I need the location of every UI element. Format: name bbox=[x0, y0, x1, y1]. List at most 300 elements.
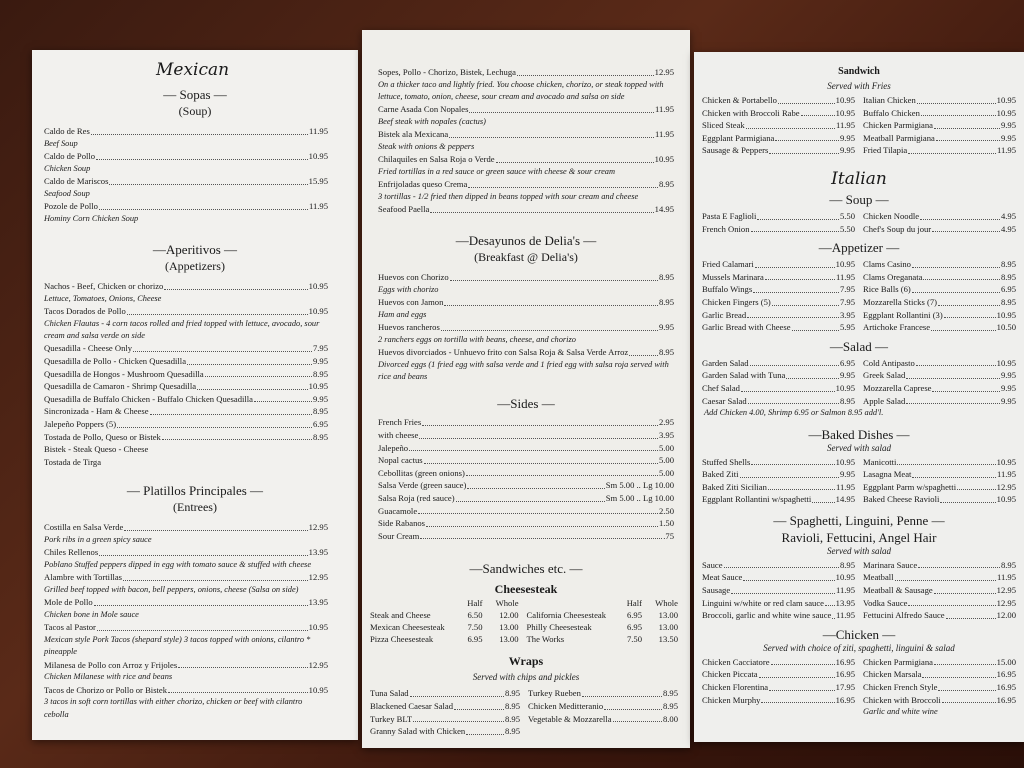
menu-item-description: Fried tortillas in a red sauce or green sauce with cheese & sour cream bbox=[378, 167, 616, 176]
heading-baked: —Baked Dishes — bbox=[808, 426, 910, 442]
menu-item-price: 10.95 bbox=[835, 107, 855, 118]
dot-leader bbox=[940, 493, 995, 503]
menu-item-name: Chicken Fingers (5) bbox=[702, 296, 771, 307]
menu-item-name: Guacamole bbox=[378, 505, 418, 516]
menu-item-name: Garlic Bread with Cheese bbox=[702, 322, 791, 333]
menu-item-description: Ham and eggs bbox=[378, 309, 427, 319]
menu-item-name: Chef's Soup du jour bbox=[863, 223, 932, 234]
menu-item bbox=[863, 382, 1016, 395]
dot-leader bbox=[938, 681, 995, 691]
menu-item bbox=[44, 546, 328, 559]
menu-item bbox=[702, 296, 855, 309]
dot-leader bbox=[832, 609, 835, 619]
menu-item-name: Pozole de Pollo bbox=[44, 201, 98, 211]
dot-leader bbox=[771, 656, 835, 666]
menu-item-name: Baked Cheese Ravioli bbox=[863, 494, 940, 505]
dot-leader bbox=[467, 479, 604, 489]
dot-leader bbox=[934, 656, 996, 666]
menu-item-price: 11.95 bbox=[308, 126, 328, 136]
cheesesteak-name: Pizza Cheesesteak bbox=[370, 634, 434, 645]
menu-item bbox=[378, 429, 674, 442]
menu-item-name: Milanesa de Pollo con Arroz y Frijoles bbox=[44, 659, 178, 670]
dot-leader bbox=[441, 321, 658, 331]
menu-item-price: 10.95 bbox=[308, 281, 328, 291]
menu-item bbox=[863, 144, 1016, 157]
salad-left bbox=[702, 357, 855, 407]
dot-leader bbox=[769, 144, 839, 154]
dot-leader bbox=[456, 492, 605, 502]
menu-item-price: 8.95 bbox=[658, 272, 674, 282]
menu-item-name: Garden Salad bbox=[702, 357, 749, 368]
menu-item-name: Side Rabanos bbox=[378, 518, 426, 529]
menu-item bbox=[378, 530, 674, 543]
menu-item-name: Cold Antipasto bbox=[863, 357, 915, 368]
menu-item-name: Lasagna Meat bbox=[863, 469, 912, 480]
menu-item bbox=[702, 456, 855, 469]
menu-item-name: Pasta E Faglioli bbox=[702, 210, 757, 221]
menu-item bbox=[863, 296, 1016, 309]
menu-item bbox=[863, 609, 1016, 622]
menu-item-name: Caldo de Mariscos bbox=[44, 176, 109, 186]
menu-item bbox=[702, 283, 855, 296]
menu-item-description: Mexican style Pork Tacos (shepard style) 3 tacos topped with onions, cilantro * pineapple bbox=[44, 634, 311, 657]
dot-leader bbox=[757, 210, 839, 220]
menu-item bbox=[702, 321, 855, 334]
menu-item bbox=[44, 368, 328, 381]
dot-leader bbox=[957, 481, 996, 491]
baked-left bbox=[702, 456, 855, 506]
baked-table bbox=[694, 454, 1024, 506]
menu-item-price: 9.95 bbox=[839, 370, 855, 381]
menu-item-price: 15.00 bbox=[996, 656, 1016, 667]
menu-item-name: Manicotti bbox=[863, 456, 897, 467]
menu-item-name: Chicken & Portabello bbox=[702, 95, 777, 105]
dot-leader bbox=[946, 609, 996, 619]
dot-leader bbox=[466, 467, 658, 477]
menu-item-price: 12.95 bbox=[308, 659, 328, 670]
menu-item bbox=[378, 346, 674, 359]
menu-item-price: 16.95 bbox=[835, 656, 855, 667]
menu-item-name: Greek Salad bbox=[863, 370, 906, 381]
menu-item-name: Chicken Noodle bbox=[863, 210, 920, 221]
soup-left bbox=[702, 210, 855, 235]
menu-item bbox=[378, 128, 674, 141]
menu-item-price: 12.95 bbox=[308, 572, 328, 583]
menu-item-name: Mussels Marinara bbox=[702, 271, 764, 282]
menu-item-name: Carne Asada Con Nopales bbox=[378, 104, 469, 115]
dot-leader bbox=[99, 546, 307, 556]
dot-leader bbox=[753, 283, 839, 293]
menu-item-price: 7.95 bbox=[839, 284, 855, 295]
menu-item-price: 10.95 bbox=[835, 572, 855, 583]
menu-item-price: 11.95 bbox=[308, 201, 328, 211]
menu-item-price: 8.95 bbox=[504, 713, 520, 724]
subheading-soup: (Soup) bbox=[178, 104, 212, 118]
menu-item-name: Chicken Parmigiana bbox=[863, 656, 933, 667]
menu-item-name: Tostada de Tirga bbox=[44, 456, 102, 467]
dot-leader bbox=[769, 681, 835, 691]
menu-item-name: Buffalo Wings bbox=[702, 284, 753, 295]
dot-leader bbox=[419, 429, 658, 439]
dot-leader bbox=[731, 584, 835, 594]
dot-leader bbox=[468, 178, 658, 188]
wraps-right bbox=[528, 687, 678, 737]
dot-leader bbox=[430, 203, 653, 213]
dot-leader bbox=[748, 395, 839, 405]
menu-item-price: 10.95 bbox=[308, 381, 328, 392]
menu-item-name: Turkey Rueben bbox=[528, 688, 581, 699]
heading-platillos: — Platillos Principales — bbox=[126, 483, 264, 499]
dot-leader bbox=[469, 103, 654, 113]
dot-leader bbox=[944, 309, 996, 319]
menu-item-price: Sm 5.00 .. Lg 10.00 bbox=[605, 480, 674, 491]
menu-item-name: Huevos rancheros bbox=[378, 322, 440, 332]
menu-item-price: 10.95 bbox=[308, 622, 328, 633]
menu-item-price: 8.95 bbox=[658, 347, 674, 357]
heading-pasta-2: Ravioli, Fettucini, Angel Hair bbox=[781, 529, 937, 545]
menu-item bbox=[44, 431, 328, 444]
pasta-note: Served with salad bbox=[827, 545, 891, 556]
list-sides bbox=[362, 412, 690, 542]
menu-item bbox=[44, 175, 328, 188]
menu-item-name: Tacos Dorados de Pollo bbox=[44, 306, 126, 316]
heading-soup: — Soup — bbox=[829, 191, 889, 207]
cheesesteak-item bbox=[370, 609, 519, 621]
menu-item-price: 8.95 bbox=[504, 726, 520, 737]
menu-item bbox=[863, 119, 1016, 132]
menu-item-price: 9.95 bbox=[658, 322, 674, 332]
cheesesteak-name: Steak and Cheese bbox=[370, 610, 431, 621]
menu-item bbox=[702, 609, 855, 622]
menu-item bbox=[863, 468, 1016, 481]
menu-item bbox=[863, 571, 1016, 584]
menu-item-name: Garden Salad with Tuna bbox=[702, 370, 786, 381]
list-platillos bbox=[32, 521, 358, 721]
menu-item-name: Bistek - Steak Queso - Cheese bbox=[44, 444, 149, 455]
cheesesteak-name: Mexican Cheesesteak bbox=[370, 622, 445, 633]
menu-item bbox=[702, 223, 855, 236]
dot-leader bbox=[413, 713, 504, 723]
menu-item bbox=[863, 597, 1016, 610]
menu-item bbox=[863, 132, 1016, 145]
menu-item-price: 11.95 bbox=[996, 469, 1016, 480]
menu-item bbox=[702, 584, 855, 597]
heading-chicken: —Chicken — bbox=[822, 626, 896, 642]
menu-item bbox=[528, 700, 678, 713]
menu-item-description: Pork ribs in a green spicy sauce bbox=[44, 534, 152, 544]
list-mexican-continued bbox=[362, 30, 690, 216]
heading-appetizer: —Appetizer — bbox=[818, 240, 900, 256]
dot-leader bbox=[792, 321, 839, 331]
menu-item-price: 5.00 bbox=[658, 442, 674, 453]
menu-item-price: 9.95 bbox=[1000, 382, 1016, 393]
dot-leader bbox=[908, 597, 995, 607]
menu-item-name: Fettucini Alfredo Sauce bbox=[863, 610, 945, 621]
dot-leader bbox=[449, 128, 654, 138]
menu-item-name: Caldo de Res bbox=[44, 126, 90, 136]
menu-item bbox=[44, 596, 328, 609]
menu-item-name: Chicken French Style bbox=[863, 682, 938, 693]
menu-item bbox=[702, 668, 855, 681]
menu-item-name: French Onion bbox=[702, 223, 750, 234]
menu-item-name: Rice Balls (6) bbox=[863, 284, 911, 295]
menu-item-price: 5.00 bbox=[658, 455, 674, 466]
menu-item-name: Quesadilla de Hongos - Mushroom Quesadilla bbox=[44, 368, 204, 379]
dot-leader bbox=[932, 382, 999, 392]
menu-item bbox=[378, 296, 674, 309]
menu-item-price: 3.95 bbox=[658, 430, 674, 440]
wraps-left bbox=[370, 687, 520, 737]
menu-item bbox=[44, 621, 328, 634]
menu-item-price: 8.95 bbox=[839, 559, 855, 570]
menu-item bbox=[44, 571, 328, 584]
menu-item-price: 10.95 bbox=[308, 151, 328, 161]
menu-item bbox=[378, 103, 674, 116]
dot-leader bbox=[94, 596, 308, 606]
menu-item bbox=[370, 725, 520, 738]
cheesesteak-whole: 13.00 bbox=[658, 610, 678, 621]
dot-leader bbox=[724, 559, 839, 569]
menu-item bbox=[863, 309, 1016, 322]
menu-item-name: Jalepeño Poppers (5) bbox=[44, 418, 117, 429]
menu-item-name: Quesadilla de Buffalo Chicken - Buffalo Chicken Quesadilla bbox=[44, 393, 253, 404]
chicken-table bbox=[694, 654, 1024, 719]
menu-item-price: 11.95 bbox=[996, 572, 1016, 583]
menu-item-price: 10.95 bbox=[996, 309, 1016, 320]
cheesesteak-item bbox=[527, 609, 678, 621]
menu-panel-left bbox=[32, 50, 358, 740]
menu-item-price: 8.00 bbox=[662, 713, 678, 724]
menu-item bbox=[702, 309, 855, 322]
menu-item-description: 2 ranchers eggs on tortilla with beans, cheese, and chorizo bbox=[378, 334, 576, 344]
menu-item-price: 8.95 bbox=[1000, 559, 1016, 570]
menu-item-price: 9.95 bbox=[839, 469, 855, 480]
menu-item bbox=[378, 178, 674, 191]
menu-item-name: Garlic Bread bbox=[702, 309, 747, 320]
menu-item bbox=[44, 355, 328, 368]
menu-item-price: 10.95 bbox=[996, 107, 1016, 118]
dot-leader bbox=[97, 621, 308, 631]
menu-item-description: Seafood Soup bbox=[44, 188, 90, 198]
menu-item-name: Sopes, Pollo - Chorizo, Bistek, Lechuga bbox=[378, 67, 516, 77]
dot-leader bbox=[916, 357, 996, 367]
menu-item-name: Artichoke Francese bbox=[863, 322, 931, 333]
heading-sides: —Sides — bbox=[497, 396, 555, 412]
cheesesteak-half: 7.50 bbox=[467, 622, 483, 633]
whole-header: Whole bbox=[495, 598, 519, 609]
menu-item-name: Baked Ziti bbox=[702, 469, 739, 480]
dot-leader bbox=[750, 357, 839, 367]
menu-item bbox=[863, 481, 1016, 494]
dot-leader bbox=[582, 687, 662, 697]
menu-item bbox=[378, 271, 674, 284]
dot-leader bbox=[613, 713, 662, 723]
dot-leader bbox=[912, 283, 1000, 293]
menu-item-price: 5.95 bbox=[839, 322, 855, 333]
cheesesteak-item bbox=[370, 633, 519, 645]
menu-item-name: Sincronizada - Ham & Cheese bbox=[44, 406, 149, 417]
menu-item bbox=[44, 443, 328, 456]
menu-item-description: Chicken bone in Mole sauce bbox=[44, 609, 139, 619]
menu-item-name: Buffalo Chicken bbox=[863, 107, 920, 118]
menu-item bbox=[378, 66, 674, 79]
menu-item-price: 12.95 bbox=[996, 597, 1016, 608]
salad-right bbox=[863, 357, 1016, 407]
menu-item-name: Bistek ala Mexicana bbox=[378, 129, 449, 140]
heading-salad: —Salad — bbox=[829, 338, 889, 354]
menu-item-name: Salsa Verde (green sauce) bbox=[378, 480, 467, 491]
cheesesteak-right bbox=[527, 609, 678, 645]
menu-item bbox=[44, 418, 328, 431]
dot-leader bbox=[922, 668, 995, 678]
menu-item-name: Chiles Rellenos bbox=[44, 547, 99, 558]
menu-item bbox=[863, 681, 1016, 694]
menu-item-price: 10.95 bbox=[996, 95, 1016, 105]
menu-item-price: 8.95 bbox=[312, 368, 328, 379]
appetizer-table bbox=[694, 256, 1024, 334]
menu-item bbox=[702, 132, 855, 145]
menu-item-price: 8.95 bbox=[504, 688, 520, 699]
menu-item-name: Tostada de Pollo, Queso or Bistek bbox=[44, 431, 161, 442]
menu-item-name: Italian Chicken bbox=[863, 95, 916, 105]
cheesesteak-item bbox=[527, 621, 678, 633]
cheesesteak-name: The Works bbox=[526, 634, 565, 645]
salad-table bbox=[694, 355, 1024, 407]
dot-leader bbox=[629, 346, 658, 356]
menu-item-description: Grilled beef topped with bacon, bell peppers, onions, cheese (Salsa on side) bbox=[44, 584, 299, 594]
menu-item-name: Salsa Roja (red sauce) bbox=[378, 492, 455, 503]
menu-item-price: 8.95 bbox=[312, 406, 328, 417]
menu-item-price: 13.95 bbox=[835, 597, 855, 608]
dot-leader bbox=[99, 200, 308, 210]
heading-wraps: Wraps bbox=[508, 654, 544, 669]
dot-leader bbox=[751, 456, 834, 466]
dot-leader bbox=[123, 571, 308, 581]
cheesesteak-whole: 13.00 bbox=[499, 622, 519, 633]
dot-leader bbox=[917, 94, 996, 104]
appetizer-left bbox=[702, 258, 855, 334]
menu-item-description: 3 tacos in soft corn tortillas with either chorizo, chicken or beef with cilantro cebolla bbox=[44, 697, 303, 719]
dot-leader bbox=[444, 296, 658, 306]
dot-leader bbox=[778, 94, 835, 104]
menu-item-price: 14.95 bbox=[835, 494, 855, 505]
menu-item bbox=[863, 559, 1016, 572]
dot-leader bbox=[895, 571, 996, 581]
menu-item bbox=[44, 125, 328, 138]
menu-item bbox=[528, 687, 678, 700]
menu-item bbox=[863, 283, 1016, 296]
menu-item-description: Chicken Soup bbox=[44, 163, 91, 173]
cheesesteak-half: 6.50 bbox=[467, 610, 483, 621]
dot-leader bbox=[178, 659, 307, 669]
menu-item-name: Chicken Meditteranio bbox=[528, 700, 604, 711]
menu-panel-right bbox=[694, 52, 1024, 742]
dot-leader bbox=[921, 107, 996, 117]
menu-item-price: 6.95 bbox=[1000, 284, 1016, 295]
menu-item-description: Chicken Milanese with rice and beans bbox=[44, 672, 173, 682]
menu-item-price: 9.95 bbox=[312, 356, 328, 366]
menu-item-name: French Fries bbox=[378, 417, 422, 428]
menu-item bbox=[863, 656, 1016, 669]
dot-leader bbox=[496, 153, 654, 163]
menu-item-name: Vegetable & Mozzarella bbox=[528, 713, 612, 724]
menu-item-price: 1.50 bbox=[658, 518, 674, 529]
menu-item bbox=[370, 700, 520, 713]
dot-leader bbox=[755, 258, 835, 268]
menu-item-description: Beef steak with nopales (cactus) bbox=[378, 117, 486, 126]
menu-panel-middle bbox=[362, 30, 690, 748]
menu-item-price: 9.95 bbox=[1000, 132, 1016, 143]
dot-leader bbox=[96, 150, 308, 160]
menu-item-name: Sausage & Peppers bbox=[702, 145, 769, 156]
cheesesteak-name: California Cheesesteak bbox=[526, 610, 606, 621]
menu-item bbox=[702, 681, 855, 694]
menu-item-name: Nopal cactus bbox=[378, 455, 423, 466]
menu-item-name: Baked Ziti Sicilian bbox=[702, 481, 767, 492]
dot-leader bbox=[426, 517, 658, 527]
dot-leader bbox=[205, 368, 312, 378]
heading-sopas: — Sopas — bbox=[163, 87, 227, 102]
menu-item bbox=[863, 321, 1016, 334]
menu-item-price: 11.95 bbox=[654, 104, 674, 115]
cheesesteak-item bbox=[527, 633, 678, 645]
menu-item-name: Eggplant Rollantini (3) bbox=[863, 309, 943, 320]
dot-leader bbox=[747, 309, 839, 319]
dot-leader bbox=[168, 684, 308, 694]
menu-item bbox=[528, 713, 678, 726]
dot-leader bbox=[133, 342, 312, 352]
menu-item bbox=[378, 492, 674, 505]
cheesesteak-half: 6.95 bbox=[626, 622, 642, 633]
menu-item-name: Seafood Paella bbox=[378, 204, 430, 215]
chicken-broccoli-note: Garlic and white wine bbox=[863, 707, 938, 717]
menu-item bbox=[863, 94, 1016, 107]
menu-item-name: Meatball bbox=[863, 572, 894, 583]
dot-leader bbox=[751, 223, 839, 233]
menu-item bbox=[863, 584, 1016, 597]
menu-item-price: 12.95 bbox=[308, 522, 328, 533]
cheesesteak-item bbox=[370, 621, 519, 633]
menu-item-price: 11.95 bbox=[835, 271, 855, 282]
menu-item bbox=[378, 517, 674, 530]
dot-leader bbox=[912, 468, 996, 478]
dot-leader bbox=[127, 305, 308, 315]
menu-item bbox=[863, 668, 1016, 681]
menu-item-price: 16.95 bbox=[835, 669, 855, 680]
menu-item-price: 8.95 bbox=[839, 395, 855, 406]
menu-item-description: Beef Soup bbox=[44, 138, 78, 148]
menu-item bbox=[378, 505, 674, 518]
menu-item-price: 11.95 bbox=[654, 129, 674, 140]
menu-item-price: 10.95 bbox=[308, 306, 328, 316]
dot-leader bbox=[410, 687, 504, 697]
menu-item bbox=[702, 210, 855, 223]
dot-leader bbox=[466, 725, 504, 735]
menu-item-price: 10.95 bbox=[835, 259, 855, 270]
menu-item bbox=[370, 687, 520, 700]
menu-item-name: Chicken with Broccoli Rabe bbox=[702, 107, 800, 118]
pasta-right bbox=[863, 559, 1016, 622]
menu-item-price: 10.95 bbox=[835, 95, 855, 105]
dot-leader bbox=[418, 505, 658, 515]
heading-sandwiches: —Sandwiches etc. — bbox=[469, 561, 583, 577]
baked-note: Served with salad bbox=[827, 442, 891, 453]
menu-item-price: 9.95 bbox=[1000, 120, 1016, 131]
dot-leader bbox=[897, 456, 995, 466]
menu-item-price: 5.50 bbox=[839, 223, 855, 234]
menu-item-name: Stuffed Shells bbox=[702, 456, 751, 467]
dot-leader bbox=[768, 481, 835, 491]
